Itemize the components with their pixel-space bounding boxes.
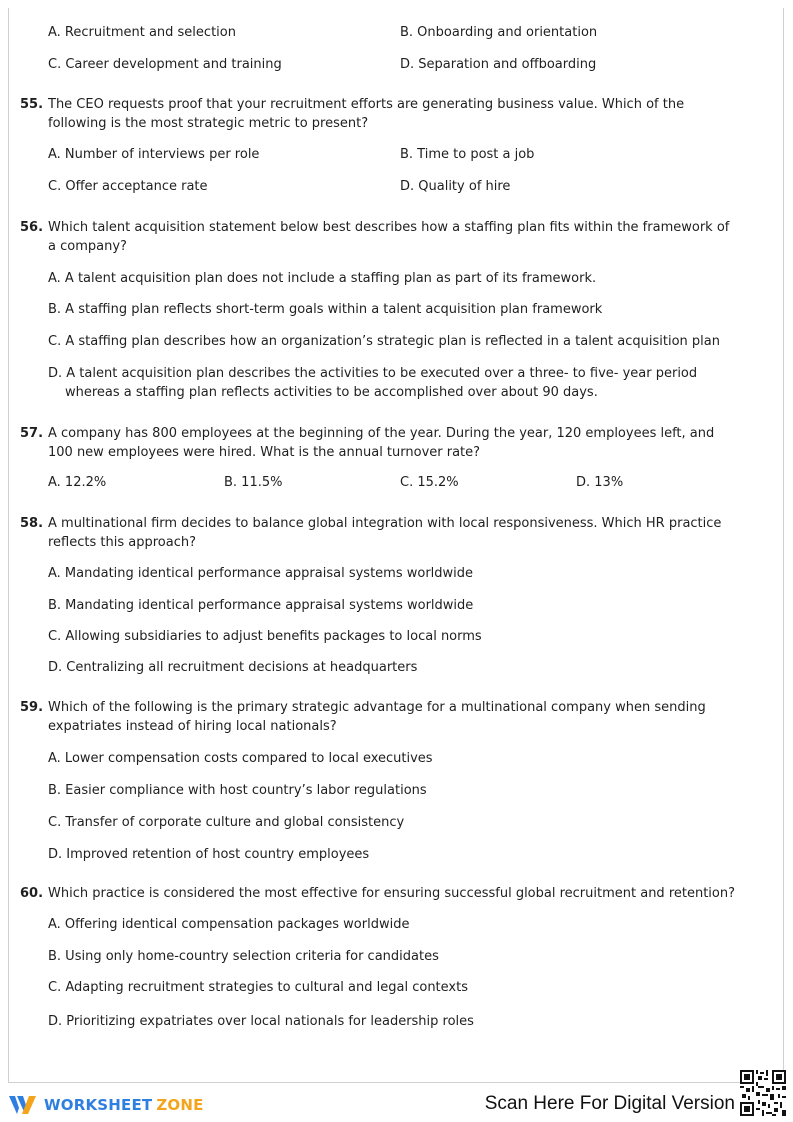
question-text: Which practice is considered the most effective for ensuring successful global recruitment and retention? (48, 886, 736, 901)
option-c: C. A staffing plan describes how an organization’s strategic plan is reflected in a talent acquisition plan (48, 334, 720, 349)
option-d: D. 13% (576, 475, 624, 490)
question-number: 56. (20, 220, 44, 235)
option-a: A. Mandating identical performance appraisal systems worldwide (48, 566, 474, 581)
option-c: C. Career development and training (48, 57, 282, 72)
question-number: 59. (20, 700, 44, 715)
logo-w-icon (8, 1093, 38, 1117)
option-c: C. Offer acceptance rate (48, 179, 208, 194)
option-b: B. Using only home-country selection criteria for candidates (48, 949, 439, 964)
option-d: D. Quality of hire (400, 179, 511, 194)
question-58 (20, 514, 740, 552)
logo-text (44, 1096, 204, 1114)
question-number: 58. (20, 516, 44, 531)
option-b: B. Time to post a job (400, 147, 535, 162)
question-55 (20, 95, 740, 133)
option-b: B. Onboarding and orientation (400, 25, 598, 40)
option-c: C. Adapting recruitment strategies to cultural and legal contexts (48, 980, 468, 995)
worksheetzone-logo (8, 1092, 204, 1118)
option-a: A. Offering identical compensation packages worldwide (48, 917, 410, 932)
option-b: B. Easier compliance with host country’s labor regulations (48, 783, 427, 798)
option-c: C. Transfer of corporate culture and global consistency (48, 815, 405, 830)
question-number: 55. (20, 97, 44, 112)
question-number: 57. (20, 426, 44, 441)
option-c: C. Allowing subsidiaries to adjust benefits packages to local norms (48, 629, 482, 644)
scan-here-text: Scan Here For Digital Version (484, 1093, 735, 1114)
option-a: A. A talent acquisition plan does not include a staffing plan as part of its framework. (48, 271, 597, 286)
option-d: D. Improved retention of host country employees (48, 847, 370, 862)
question-56 (20, 218, 740, 256)
option-a: A. Lower compensation costs compared to local executives (48, 751, 433, 766)
question-57 (20, 424, 740, 462)
question-text: Which of the following is the primary strategic advantage for a multinational company when sending expatriates instead of hiring local nationals? (48, 700, 706, 734)
question-text: The CEO requests proof that your recruitment efforts are generating business value. Which of the following is the most strategic metric to present? (48, 97, 685, 131)
question-text: Which talent acquisition statement below best describes how a staffing plan fits within the framework of a company? (48, 220, 730, 254)
option-c: C. 15.2% (400, 475, 459, 490)
option-d: D. Prioritizing expatriates over local nationals for leadership roles (48, 1014, 474, 1029)
question-59 (20, 698, 740, 736)
question-text: A company has 800 employees at the beginning of the year. During the year, 120 employees left, and 100 new employees were hired. What is the annual turnover rate? (48, 426, 715, 460)
option-b: B. Mandating identical performance appraisal systems worldwide (48, 598, 474, 613)
option-a: A. Recruitment and selection (48, 25, 236, 40)
question-text: A multinational firm decides to balance global integration with local responsiveness. Which HR practice reflects this approach? (48, 516, 722, 550)
logo-word-zone: ZONE (156, 1096, 204, 1114)
option-d: D. Centralizing all recruitment decisions at headquarters (48, 660, 418, 675)
option-a: A. 12.2% (48, 475, 107, 490)
option-b: B. A staffing plan reflects short-term goals within a talent acquisition plan framework (48, 302, 603, 317)
question-60 (20, 884, 740, 903)
option-d: D. Separation and offboarding (400, 57, 597, 72)
option-a: A. Number of interviews per role (48, 147, 260, 162)
option-d: D. A talent acquisition plan describes the activities to be executed over a three- to five- year period whereas a staffing plan reflects activities to be accomplished over about 90 days. (48, 366, 698, 400)
option-b: B. 11.5% (224, 475, 283, 490)
logo-word-worksheet: WORKSHEET (44, 1096, 153, 1114)
question-number: 60. (20, 886, 44, 901)
qr-code-icon[interactable] (740, 1070, 786, 1116)
